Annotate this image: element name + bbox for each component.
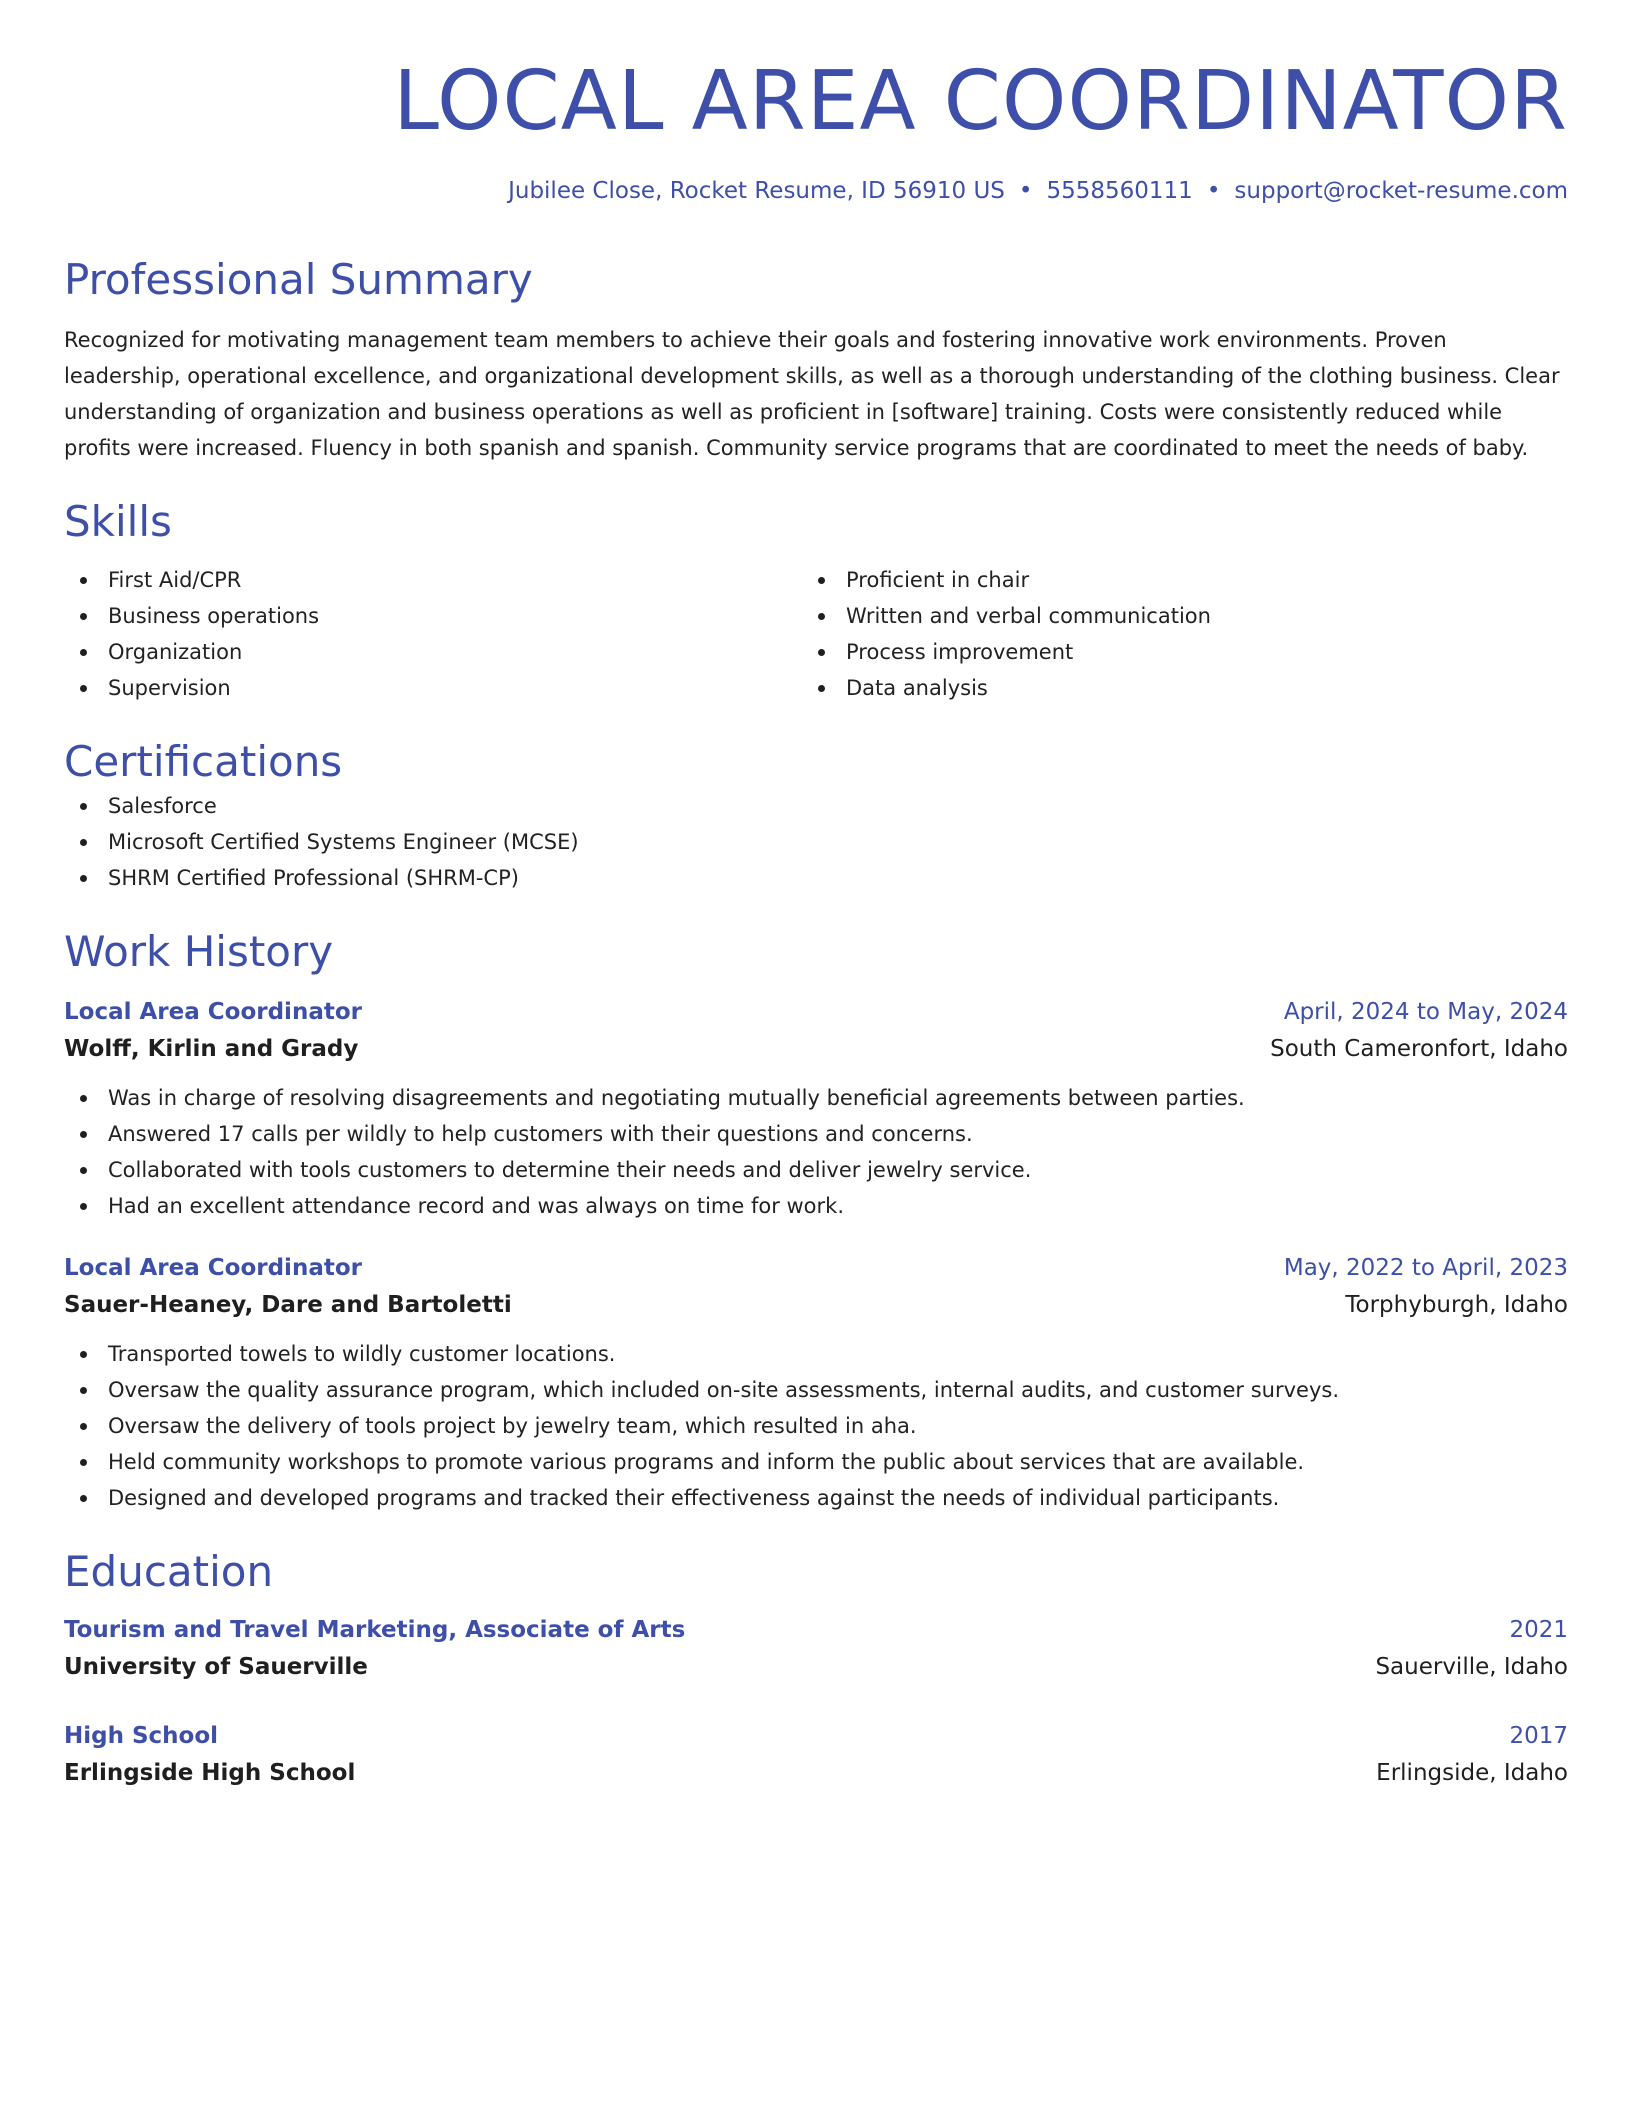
skill-item: Data analysis — [802, 670, 1540, 706]
job-bullet: Answered 17 calls per wildly to help customers with their questions and concerns. — [64, 1116, 1568, 1152]
skill-item: Organization — [64, 634, 802, 670]
skill-item: Process improvement — [802, 634, 1540, 670]
contact-address: Jubilee Close, Rocket Resume, ID 56910 US — [508, 178, 1005, 204]
education-location: Sauerville, Idaho — [1375, 1654, 1568, 1680]
job-bullet: Held community workshops to promote various programs and inform the public about services that are available. — [64, 1444, 1568, 1480]
contact-line — [64, 176, 1568, 206]
contact-separator: • — [1018, 178, 1033, 204]
job-location: South Cameronfort, Idaho — [1270, 1036, 1568, 1062]
education-year: 2021 — [1509, 1617, 1568, 1643]
contact-phone[interactable]: 5558560111 — [1046, 178, 1193, 204]
education-entry — [64, 1612, 1568, 1686]
summary-heading: Professional Summary — [64, 255, 533, 304]
skill-item: Business operations — [64, 598, 802, 634]
job-bullet: Was in charge of resolving disagreements and negotiating mutually beneficial agreements between parties. — [64, 1080, 1568, 1116]
skills-heading: Skills — [64, 497, 172, 546]
job-dates: May, 2022 to April, 2023 — [1283, 1255, 1568, 1281]
job-bullet: Designed and developed programs and tracked their effectiveness against the needs of individual participants. — [64, 1480, 1568, 1516]
skill-item: Supervision — [64, 670, 802, 706]
job-dates: April, 2024 to May, 2024 — [1283, 999, 1568, 1025]
skill-item: Proficient in chair — [802, 562, 1540, 598]
skills-column-right — [802, 562, 1540, 706]
education-year: 2017 — [1509, 1723, 1568, 1749]
education-school: Erlingside High School — [64, 1760, 356, 1786]
job-bullet: Oversaw the delivery of tools project by jewelry team, which resulted in aha. — [64, 1408, 1568, 1444]
education-heading: Education — [64, 1547, 274, 1596]
job-bullet: Transported towels to wildly customer locations. — [64, 1336, 1568, 1372]
job-role: Local Area Coordinator — [64, 1255, 362, 1281]
certification-item: SHRM Certified Professional (SHRM-CP) — [64, 860, 1568, 896]
skill-item: Written and verbal communication — [802, 598, 1540, 634]
contact-separator: • — [1206, 178, 1221, 204]
education-entry — [64, 1718, 1568, 1792]
job-role: Local Area Coordinator — [64, 999, 362, 1025]
job-company: Wolff, Kirlin and Grady — [64, 1036, 359, 1062]
work-history-heading: Work History — [64, 927, 334, 976]
job-entry — [64, 1250, 1568, 1516]
resume-title: LOCAL AREA COORDINATOR — [393, 54, 1568, 149]
certification-item: Microsoft Certified Systems Engineer (MCSE) — [64, 824, 1568, 860]
certification-item: Salesforce — [64, 788, 1568, 824]
education-degree: High School — [64, 1723, 219, 1749]
job-entry — [64, 994, 1568, 1224]
education-degree: Tourism and Travel Marketing, Associate of Arts — [64, 1617, 686, 1643]
education-location: Erlingside, Idaho — [1376, 1760, 1568, 1786]
contact-email[interactable]: support@rocket-resume.com — [1234, 178, 1568, 204]
job-location: Torphyburgh, Idaho — [1345, 1292, 1568, 1318]
job-bullets — [64, 1080, 1568, 1224]
job-bullet: Had an excellent attendance record and was always on time for work. — [64, 1188, 1568, 1224]
job-bullet: Collaborated with tools customers to determine their needs and deliver jewelry service. — [64, 1152, 1568, 1188]
job-bullet: Oversaw the quality assurance program, which included on-site assessments, internal audits, and customer surveys. — [64, 1372, 1568, 1408]
education-school: University of Sauerville — [64, 1654, 368, 1680]
skills-list — [64, 562, 1568, 706]
skills-column-left — [64, 562, 802, 706]
skill-item: First Aid/CPR — [64, 562, 802, 598]
summary-text: Recognized for motivating management team members to achieve their goals and fostering innovative work environments. Proven leadership, operational excellence, and organizational development skills, as well as a thorough understanding of the clothing business. Clear understanding of organization and business operations as well as proficient in [software] training. Costs were consistently reduced while profits were increased. Fluency in both spanish and spanish. Community service programs that are coordinated to meet the needs of baby. — [64, 328, 1560, 460]
job-bullets — [64, 1336, 1568, 1516]
certifications-heading: Certifications — [64, 737, 343, 786]
certifications-list — [64, 788, 1568, 896]
job-company: Sauer-Heaney, Dare and Bartoletti — [64, 1292, 512, 1318]
